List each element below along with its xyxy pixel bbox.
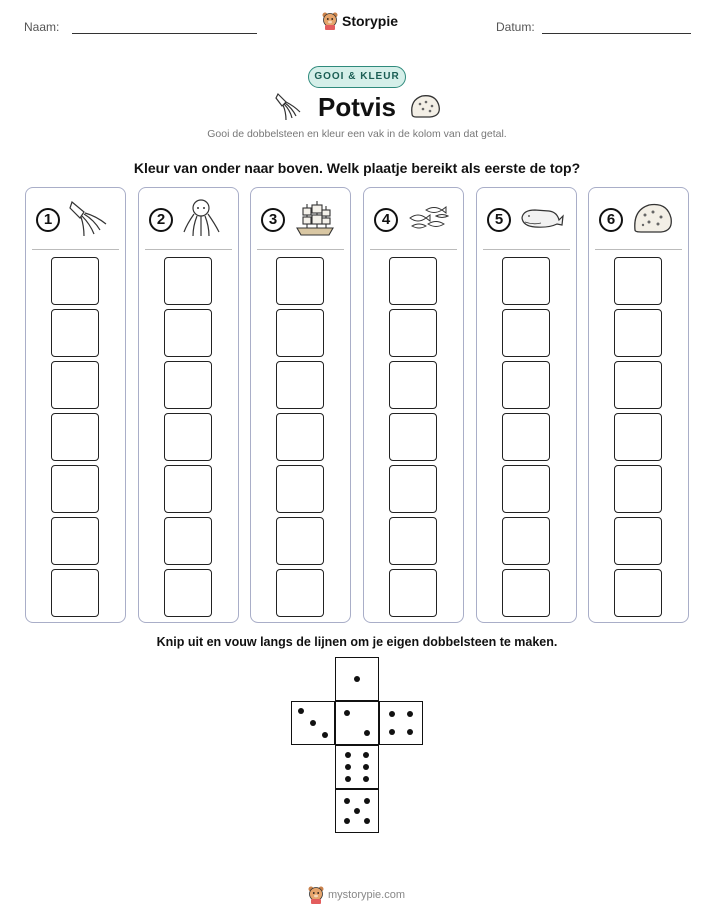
color-cell[interactable] (164, 569, 212, 617)
color-cell[interactable] (614, 309, 662, 357)
column-number: 5 (487, 208, 511, 232)
column-6 (588, 187, 689, 623)
brand-logo (322, 12, 398, 30)
dice-pip (298, 708, 304, 714)
dice-face (335, 745, 379, 789)
dice-face (335, 789, 379, 833)
fish-school-icon (406, 198, 452, 238)
color-cell[interactable] (502, 517, 550, 565)
column-1 (25, 187, 126, 623)
bear-logo-icon (308, 886, 324, 904)
color-cell[interactable] (51, 413, 99, 461)
column-3 (250, 187, 351, 623)
color-cell[interactable] (502, 361, 550, 409)
color-cell[interactable] (51, 309, 99, 357)
footer-url: mystorypie.com (328, 889, 406, 901)
column-number: 3 (261, 208, 285, 232)
dice-pip (364, 730, 370, 736)
column-number: 4 (374, 208, 398, 232)
dice-face (335, 701, 379, 745)
color-cell[interactable] (389, 361, 437, 409)
column-number: 6 (599, 208, 623, 232)
color-cell[interactable] (614, 361, 662, 409)
ship-icon (293, 198, 337, 238)
color-cell[interactable] (164, 257, 212, 305)
squid-icon (68, 198, 110, 238)
color-cell[interactable] (51, 517, 99, 565)
dice-pip (344, 798, 350, 804)
date-line[interactable] (542, 33, 691, 34)
dice-pip (364, 798, 370, 804)
dice-pip (363, 752, 369, 758)
color-cell[interactable] (276, 569, 324, 617)
subtitle: Gooi de dobbelsteen en kleur een vak in de kolom van dat getal. (207, 128, 507, 140)
color-cell[interactable] (164, 413, 212, 461)
color-cell[interactable] (502, 569, 550, 617)
dice-pip (363, 764, 369, 770)
color-cell[interactable] (164, 465, 212, 513)
octopus-icon (181, 198, 223, 238)
dice-pip (322, 732, 328, 738)
color-cell[interactable] (276, 361, 324, 409)
dice-pip (363, 776, 369, 782)
dice-pip (345, 776, 351, 782)
name-line[interactable] (72, 33, 257, 34)
color-cell[interactable] (276, 309, 324, 357)
dice-pip (389, 711, 395, 717)
brand-name: Storypie (342, 13, 399, 29)
instruction-text: Kleur van onder naar boven. Welk plaatje bereikt als eerste de top? (133, 160, 581, 176)
color-cell[interactable] (614, 517, 662, 565)
color-cell[interactable] (614, 257, 662, 305)
color-cell[interactable] (276, 517, 324, 565)
dice-pip (310, 720, 316, 726)
bear-logo-icon (322, 12, 338, 30)
color-cell[interactable] (51, 465, 99, 513)
dice-face (335, 657, 379, 701)
color-cell[interactable] (389, 569, 437, 617)
footer-brand (308, 886, 405, 904)
dice-pip (345, 764, 351, 770)
color-cell[interactable] (276, 465, 324, 513)
color-cell[interactable] (502, 465, 550, 513)
dice-pip (344, 818, 350, 824)
page-title: Potvis (317, 92, 397, 122)
color-cell[interactable] (276, 257, 324, 305)
dice-face (379, 701, 423, 745)
color-cell[interactable] (51, 257, 99, 305)
dice-pip (389, 729, 395, 735)
color-cell[interactable] (502, 309, 550, 357)
sperm-whale-icon (519, 198, 565, 238)
color-cell[interactable] (51, 361, 99, 409)
date-label: Datum: (496, 20, 535, 34)
dice-pip (364, 818, 370, 824)
color-cell[interactable] (502, 413, 550, 461)
color-cell[interactable] (389, 465, 437, 513)
ambergris-icon (408, 92, 442, 120)
color-cell[interactable] (389, 257, 437, 305)
color-cell[interactable] (164, 361, 212, 409)
color-cell[interactable] (389, 517, 437, 565)
color-cell[interactable] (614, 413, 662, 461)
dice-pip (354, 676, 360, 682)
game-badge: GOOI & KLEUR (308, 66, 406, 88)
color-cell[interactable] (389, 309, 437, 357)
color-cell[interactable] (164, 309, 212, 357)
cut-instruction: Knip uit en vouw langs de lijnen om je eigen dobbelsteen te maken. (156, 635, 558, 649)
column-number: 1 (36, 208, 60, 232)
column-4 (363, 187, 464, 623)
dice-pip (345, 752, 351, 758)
color-cell[interactable] (614, 569, 662, 617)
column-number: 2 (149, 208, 173, 232)
dice-pip (407, 711, 413, 717)
column-5 (476, 187, 577, 623)
color-cell[interactable] (502, 257, 550, 305)
dice-pip (344, 710, 350, 716)
dice-face (291, 701, 335, 745)
color-cell[interactable] (614, 465, 662, 513)
name-label: Naam: (24, 20, 60, 34)
color-cell[interactable] (164, 517, 212, 565)
color-cell[interactable] (389, 413, 437, 461)
color-cell[interactable] (51, 569, 99, 617)
color-cell[interactable] (276, 413, 324, 461)
ambergris-icon (631, 198, 675, 238)
dice-pip (354, 808, 360, 814)
column-2 (138, 187, 239, 623)
dice-pip (407, 729, 413, 735)
